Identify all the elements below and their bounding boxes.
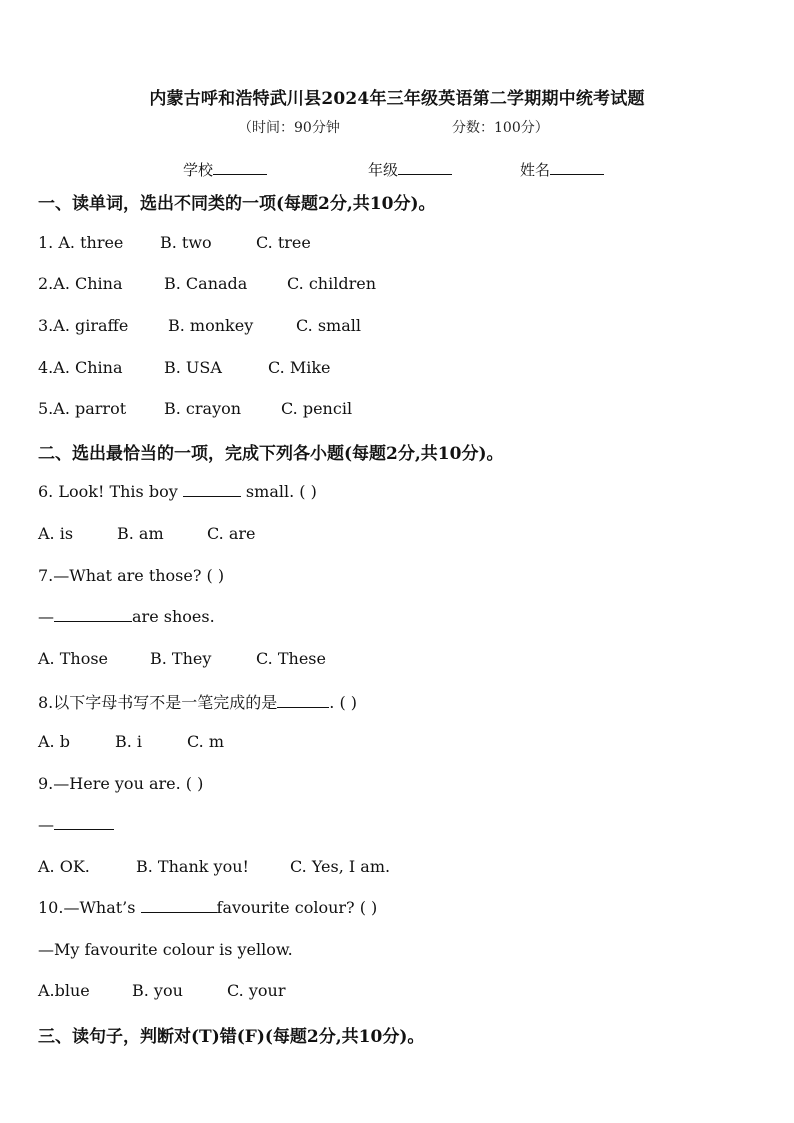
question-10-reply: —My favourite colour is yellow. — [38, 940, 293, 959]
section-2-heading: 二、选出最恰当的一项，完成下列各小题(每题2分,共10分)。 — [38, 444, 504, 464]
exam-time: （时间：90分钟 — [238, 120, 340, 136]
answer-blank — [277, 693, 329, 708]
question-3-c: C. small — [296, 316, 361, 335]
question-7-reply — [38, 607, 215, 626]
question-2-a: 2.A. China — [38, 274, 123, 293]
section-3-heading: 三、读句子，判断对(T)错(F)(每题2分,共10分)。 — [38, 1027, 425, 1047]
question-1-c: C. tree — [256, 233, 311, 252]
grade-label: 年级 — [368, 161, 399, 179]
question-2-b: B. Canada — [164, 274, 248, 293]
question-8-b: B. i — [115, 732, 143, 751]
school-blank — [213, 160, 267, 175]
dash: — — [38, 815, 54, 834]
question-7-b: B. They — [150, 649, 212, 668]
section-1-heading: 一、读单词，选出不同类的一项(每题2分,共10分)。 — [38, 194, 436, 214]
page-title: 内蒙古呼和浩特武川县2024年三年级英语第二学期期中统考试题 — [149, 89, 645, 109]
question-4-a: 4.A. China — [38, 358, 123, 377]
answer-blank — [141, 898, 217, 913]
name-blank — [550, 160, 604, 175]
question-8-c: C. m — [187, 732, 225, 751]
question-3-a: 3.A. giraffe — [38, 316, 129, 335]
name-field — [520, 159, 604, 180]
question-8-a: A. b — [38, 732, 70, 751]
question-10-a: A.blue — [38, 981, 90, 1000]
question-10-tail: favourite colour? ( ) — [216, 898, 378, 917]
question-7-c: C. These — [256, 649, 326, 668]
question-5-a: 5.A. parrot — [38, 399, 127, 418]
name-label: 姓名 — [520, 161, 551, 179]
question-8-text: 8.以下字母书写不是一笔完成的是 — [38, 693, 278, 712]
question-6-text: 6. Look! This boy — [38, 482, 183, 501]
question-9-a: A. OK. — [38, 857, 90, 876]
question-6-tail: small. ( ) — [240, 482, 317, 501]
question-6-a: A. is — [38, 524, 74, 543]
question-4-b: B. USA — [164, 358, 222, 377]
question-6-stem — [38, 482, 317, 501]
question-10-c: C. your — [227, 981, 286, 1000]
school-field — [183, 159, 267, 180]
grade-field — [368, 159, 452, 180]
dash: — — [38, 607, 54, 626]
question-9-b: B. Thank you! — [136, 857, 249, 876]
question-7-stem: 7.—What are those? ( ) — [38, 566, 225, 585]
question-9-c: C. Yes, I am. — [290, 857, 391, 876]
question-1-b: B. two — [160, 233, 212, 252]
question-8-tail: . ( ) — [329, 693, 358, 712]
question-8-stem — [38, 690, 357, 713]
question-5-c: C. pencil — [281, 399, 353, 418]
school-label: 学校 — [183, 161, 214, 179]
question-9-reply — [38, 815, 114, 834]
question-7-a: A. Those — [38, 649, 109, 668]
question-6-c: C. are — [207, 524, 256, 543]
question-1-a: 1. A. three — [38, 233, 124, 252]
question-4-c: C. Mike — [268, 358, 331, 377]
question-9-stem: 9.—Here you are. ( ) — [38, 774, 204, 793]
answer-blank — [54, 815, 114, 830]
question-6-b: B. am — [117, 524, 164, 543]
question-7-tail: are shoes. — [132, 607, 215, 626]
grade-blank — [398, 160, 452, 175]
question-10-stem — [38, 898, 377, 917]
question-2-c: C. children — [287, 274, 377, 293]
question-10-text: 10.—What’s — [38, 898, 141, 917]
answer-blank — [54, 607, 132, 622]
question-10-b: B. you — [132, 981, 183, 1000]
answer-blank — [183, 482, 241, 497]
question-5-b: B. crayon — [164, 399, 242, 418]
question-3-b: B. monkey — [168, 316, 254, 335]
exam-score: 分数：100分） — [452, 120, 549, 136]
